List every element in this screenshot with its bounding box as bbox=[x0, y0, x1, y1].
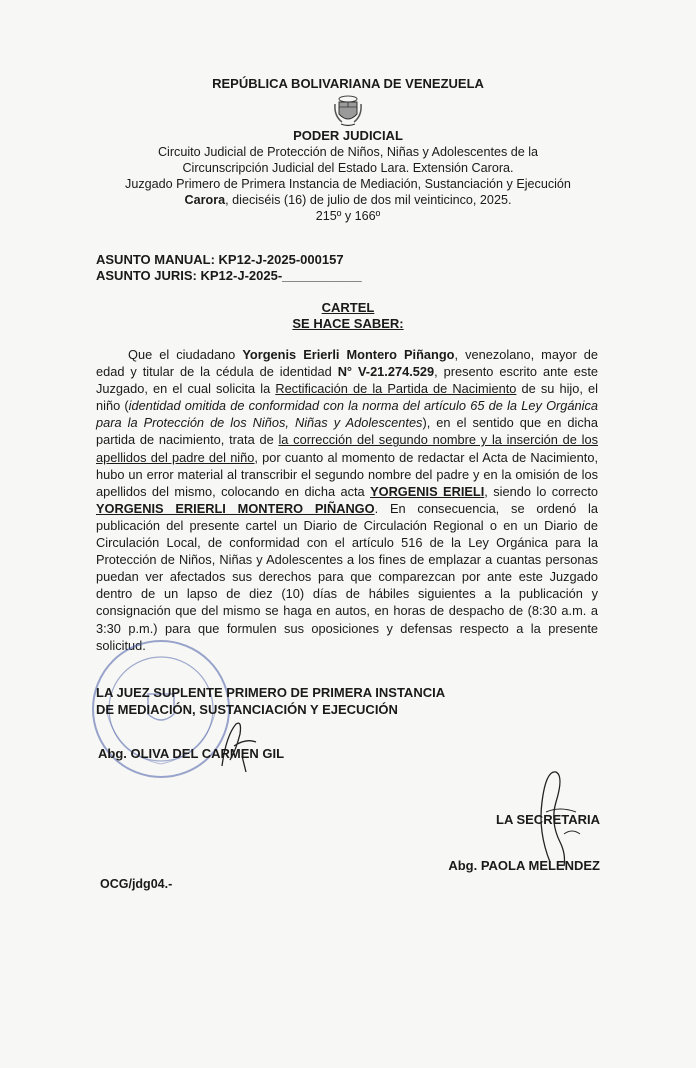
secretary-name: Abg. PAOLA MELENDEZ bbox=[448, 858, 600, 873]
court-name: Juzgado Primero de Primera Instancia de Mediación, Sustanciación y Ejecución bbox=[125, 177, 571, 191]
correct-name: YORGENIS ERIERLI MONTERO PIÑANGO bbox=[96, 500, 375, 516]
document-title bbox=[0, 300, 696, 332]
notice-body bbox=[96, 346, 598, 654]
branch-title: PODER JUDICIAL bbox=[293, 128, 403, 143]
case-juris: ASUNTO JURIS: KP12-J-2025-___________ bbox=[96, 268, 362, 283]
city: Carora bbox=[184, 193, 226, 207]
judge-block bbox=[96, 684, 445, 718]
circuit-line-1: Circuito Judicial de Protección de Niños, Niñas y Adolescentes de la bbox=[157, 145, 539, 159]
judge-name: Abg. OLIVA DEL CARMEN GIL bbox=[98, 746, 285, 761]
document-reference: OCG/jdg04.- bbox=[100, 877, 173, 891]
circuit-line-2: Circunscripción Judicial del Estado Lara. Extensión Carora. bbox=[182, 161, 514, 175]
coat-of-arms-icon bbox=[332, 94, 364, 128]
judge-title-line-1: LA JUEZ SUPLENTE PRIMERO DE PRIMERA INSTANCIA bbox=[96, 685, 446, 700]
notice-paragraph: Que el ciudadano Yorgenis Erierli Montero Piñango, venezolano, mayor de edad y titular de la cédula de identidad N° V-21.274.529, presento escrito ante este Juzgado, en el cual solicita la Rectificación de la Partida de Nacimiento de su hijo, el niño (identidad omitida de conformidad con la norma del artículo 65 de la Ley Orgánica para la Protección de los Niños, Niñas y Adolescentes), en el sentido que en dicha partida de nacimiento, trata de la corrección del segundo nombre y la inserción de los apellidos del padre del niño, por cuanto al momento de redactar el Acta de Nacimiento, hubo un error material al transcribir el segundo nombre del padre y en la omisión de los apellidos del mismo, colocando en dicha acta YORGENIS ERIELI, siendo lo correcto YORGENIS ERIERLI MONTERO PIÑANGO. En consecuencia, se ordenó la publicación del presente cartel un Diario de Circulación Regional o en un Diario de Circulación Local, de conformidad con el artículo 516 de la Ley Orgánica para la Protección de Niños, Niñas y Adolescentes a los fines de emplazar a cuantas personas puedan ver afectados sus derechos para que comparezcan por ante este Juzgado dentro de un lapso de diez (10) días de hábiles siguientes a la publicación y consignación que del mismo se haga en autos, en horas de despacho de (8:30 a.m. a 3:30 p.m.) para que formulen sus oposiciones y defensas respecto a la presente solicitud. bbox=[96, 347, 599, 653]
applicant-id: N° V-21.274.529 bbox=[337, 364, 435, 380]
omitted-identity-note: identidad omitida de conformidad con la norma del artículo 65 de la Ley Orgánica para la Protección de los Niños, Niñas y Adolescentes bbox=[96, 398, 598, 431]
document-header bbox=[0, 76, 696, 224]
correction-description: la corrección del segundo nombre y la inserción de los apellidos del padre del niño, bbox=[96, 432, 599, 465]
request-type: Rectificación de la Partida de Nacimiento bbox=[275, 381, 517, 397]
wrong-name: YORGENIS ERIELI bbox=[370, 483, 485, 499]
date-text: , dieciséis (16) de julio de dos mil veinticinco, 2025. bbox=[225, 193, 512, 207]
judge-title-line-2: DE MEDIACIÓN, SUSTANCIACIÓN Y EJECUCIÓN bbox=[96, 702, 398, 717]
cartel-title: CARTEL bbox=[321, 300, 375, 315]
applicant-name: Yorgenis Erierli Montero Piñango bbox=[242, 347, 455, 362]
case-numbers bbox=[96, 252, 362, 284]
date-line bbox=[0, 192, 696, 208]
cartel-subtitle: SE HACE SABER: bbox=[292, 316, 404, 331]
case-manual: ASUNTO MANUAL: KP12-J-2025-000157 bbox=[96, 252, 344, 267]
secretary-title: LA SECRETARIA bbox=[496, 812, 600, 827]
years-line: 215º y 166º bbox=[315, 209, 381, 223]
secretary-signature bbox=[520, 762, 590, 872]
republic-title: REPÚBLICA BOLIVARIANA DE VENEZUELA bbox=[212, 76, 484, 91]
